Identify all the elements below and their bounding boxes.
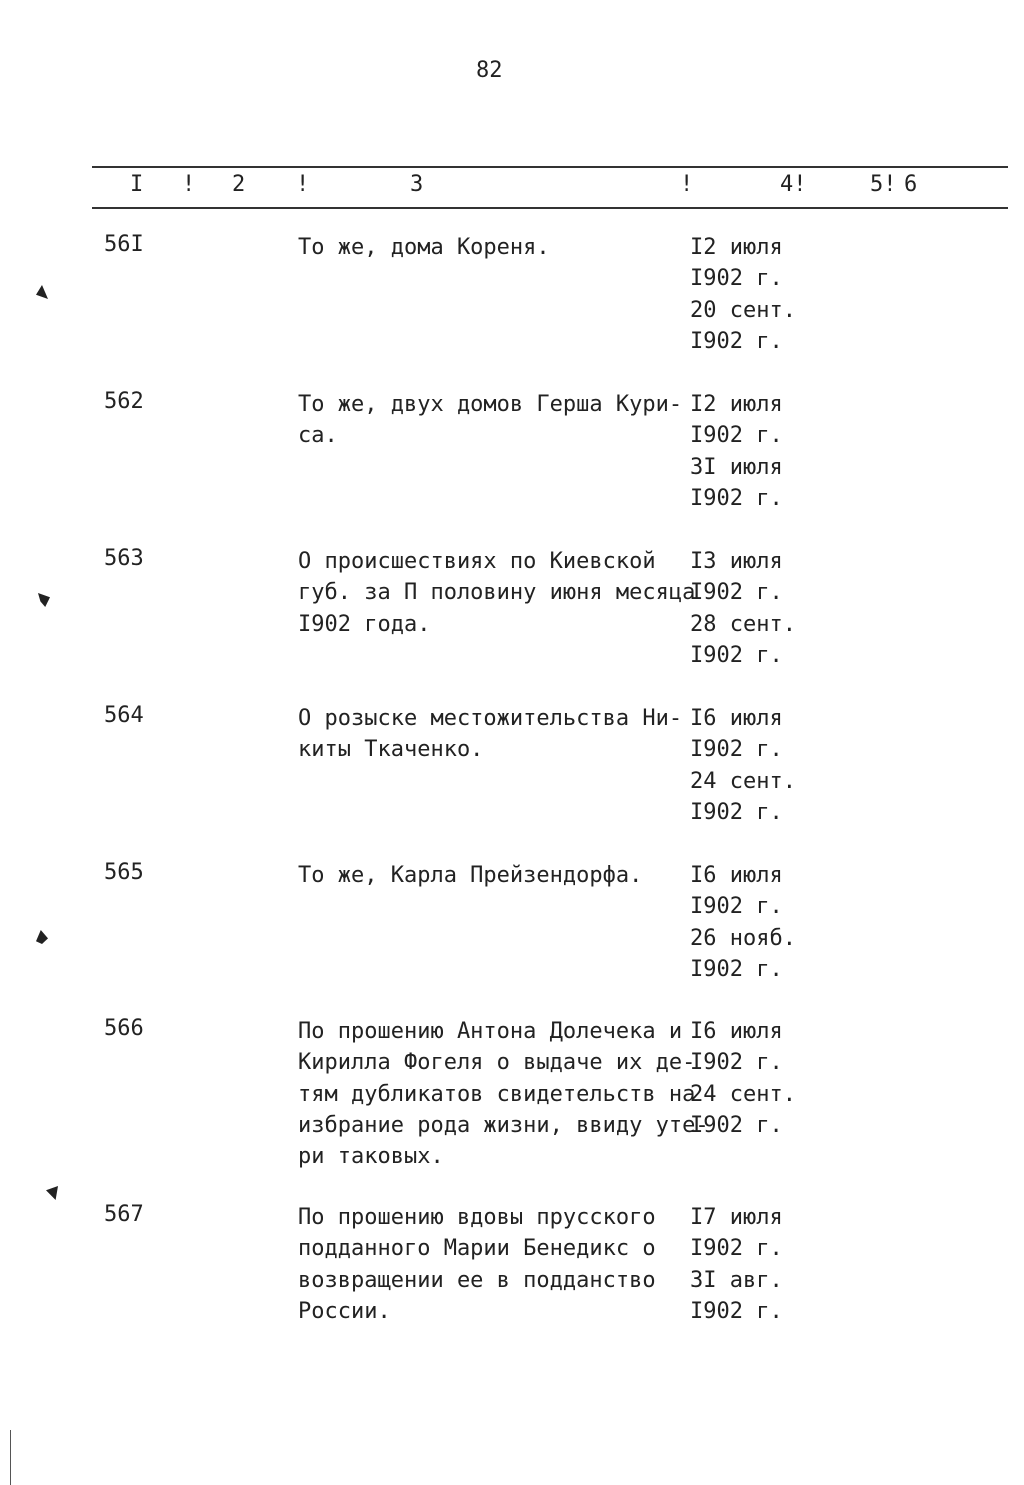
date-line: I902 г. bbox=[690, 642, 783, 668]
date-line: 24 сент. bbox=[690, 768, 796, 794]
title-line: избрание рода жизни, ввиду уте- bbox=[298, 1112, 709, 1138]
title-line: То же, дома Кореня. bbox=[298, 235, 550, 260]
header-separator-1: ! bbox=[182, 172, 196, 197]
date-line: I902 г. bbox=[690, 894, 783, 920]
date-line: I902 г. bbox=[690, 1298, 783, 1324]
entry-title bbox=[298, 389, 688, 452]
title-line: О розыске местожительства Ни- bbox=[298, 706, 683, 731]
date-line: I6 июля bbox=[690, 706, 783, 731]
title-line: губ. за П половину июня месяца bbox=[298, 580, 696, 606]
page-number: 82 bbox=[476, 58, 503, 83]
date-line: I6 июля bbox=[690, 863, 783, 888]
title-line: тям дубликатов свидетельств на bbox=[298, 1081, 696, 1107]
date-line: 3I авг. bbox=[690, 1267, 783, 1293]
entry-561 bbox=[0, 232, 1024, 382]
entry-title bbox=[298, 232, 688, 263]
date-line: I3 июля bbox=[690, 549, 783, 574]
entry-566 bbox=[0, 1016, 1024, 1196]
title-line: I902 года. bbox=[298, 611, 431, 637]
date-line: I902 г. bbox=[690, 423, 783, 449]
entry-title bbox=[298, 546, 696, 640]
title-line: ри таковых. bbox=[298, 1144, 444, 1170]
entry-563 bbox=[0, 546, 1024, 696]
title-line: России. bbox=[298, 1298, 391, 1324]
entry-number: 56I bbox=[104, 232, 144, 257]
entry-562 bbox=[0, 389, 1024, 539]
header-col-3: 3 bbox=[410, 172, 424, 197]
title-line: подданного Марии Бенедикс о bbox=[298, 1236, 656, 1262]
header-col-2: 2 bbox=[232, 172, 246, 197]
title-line: Кирилла Фогеля о выдаче их де- bbox=[298, 1050, 696, 1076]
header-separator-2: ! bbox=[296, 172, 310, 197]
date-line: 28 сент. bbox=[690, 611, 796, 637]
entry-title bbox=[298, 1202, 688, 1327]
entry-dates bbox=[690, 232, 796, 357]
date-line: I902 г. bbox=[690, 737, 783, 763]
date-line: 26 нояб. bbox=[690, 925, 796, 951]
date-line: I6 июля bbox=[690, 1019, 783, 1044]
title-line: То же, двух домов Герша Кури- bbox=[298, 392, 683, 417]
entry-564 bbox=[0, 703, 1024, 853]
header-col-6: 6 bbox=[904, 172, 918, 197]
date-line: I902 г. bbox=[690, 956, 783, 982]
date-line: 24 сент. bbox=[690, 1081, 796, 1107]
date-line: I902 г. bbox=[690, 1112, 783, 1138]
date-line: 20 сент. bbox=[690, 297, 796, 323]
header-bottom-rule bbox=[92, 207, 1008, 209]
title-line: По прошению вдовы прусского bbox=[298, 1205, 656, 1230]
entry-number: 565 bbox=[104, 860, 144, 885]
scan-edge-line bbox=[10, 1430, 11, 1485]
entry-dates bbox=[690, 1202, 783, 1327]
date-line: I2 июля bbox=[690, 235, 783, 260]
date-line: I2 июля bbox=[690, 392, 783, 417]
header-col-5: 5! bbox=[870, 172, 897, 197]
header-col-4: 4! bbox=[780, 172, 807, 197]
entry-dates bbox=[690, 389, 783, 514]
title-line: По прошению Антона Долечека и bbox=[298, 1019, 683, 1044]
date-line: I902 г. bbox=[690, 1236, 783, 1262]
entry-number: 562 bbox=[104, 389, 144, 414]
entry-number: 567 bbox=[104, 1202, 144, 1227]
entry-number: 563 bbox=[104, 546, 144, 571]
entry-number: 566 bbox=[104, 1016, 144, 1041]
date-line: I7 июля bbox=[690, 1205, 783, 1230]
entry-dates bbox=[690, 860, 796, 985]
entry-title bbox=[298, 860, 688, 891]
title-line: киты Ткаченко. bbox=[298, 737, 484, 763]
entry-number: 564 bbox=[104, 703, 144, 728]
entry-title bbox=[298, 703, 688, 766]
entry-dates bbox=[690, 546, 796, 671]
entry-title bbox=[298, 1016, 709, 1172]
date-line: I902 г. bbox=[690, 580, 783, 606]
title-line: возвращении ее в подданство bbox=[298, 1267, 656, 1293]
header-separator-3: ! bbox=[680, 172, 694, 197]
entry-dates bbox=[690, 1016, 796, 1141]
date-line: I902 г. bbox=[690, 485, 783, 511]
title-line: То же, Карла Прейзендорфа. bbox=[298, 863, 643, 888]
entry-567 bbox=[0, 1202, 1024, 1352]
date-line: I902 г. bbox=[690, 328, 783, 354]
date-line: I902 г. bbox=[690, 1050, 783, 1076]
entry-dates bbox=[690, 703, 796, 828]
entry-565 bbox=[0, 860, 1024, 1010]
date-line: 3I июля bbox=[690, 454, 783, 480]
date-line: I902 г. bbox=[690, 799, 783, 825]
header-top-rule bbox=[92, 166, 1008, 168]
title-line: са. bbox=[298, 423, 338, 449]
title-line: О происшествиях по Киевской bbox=[298, 549, 656, 574]
date-line: I902 г. bbox=[690, 266, 783, 292]
header-col-1: I bbox=[130, 172, 144, 197]
